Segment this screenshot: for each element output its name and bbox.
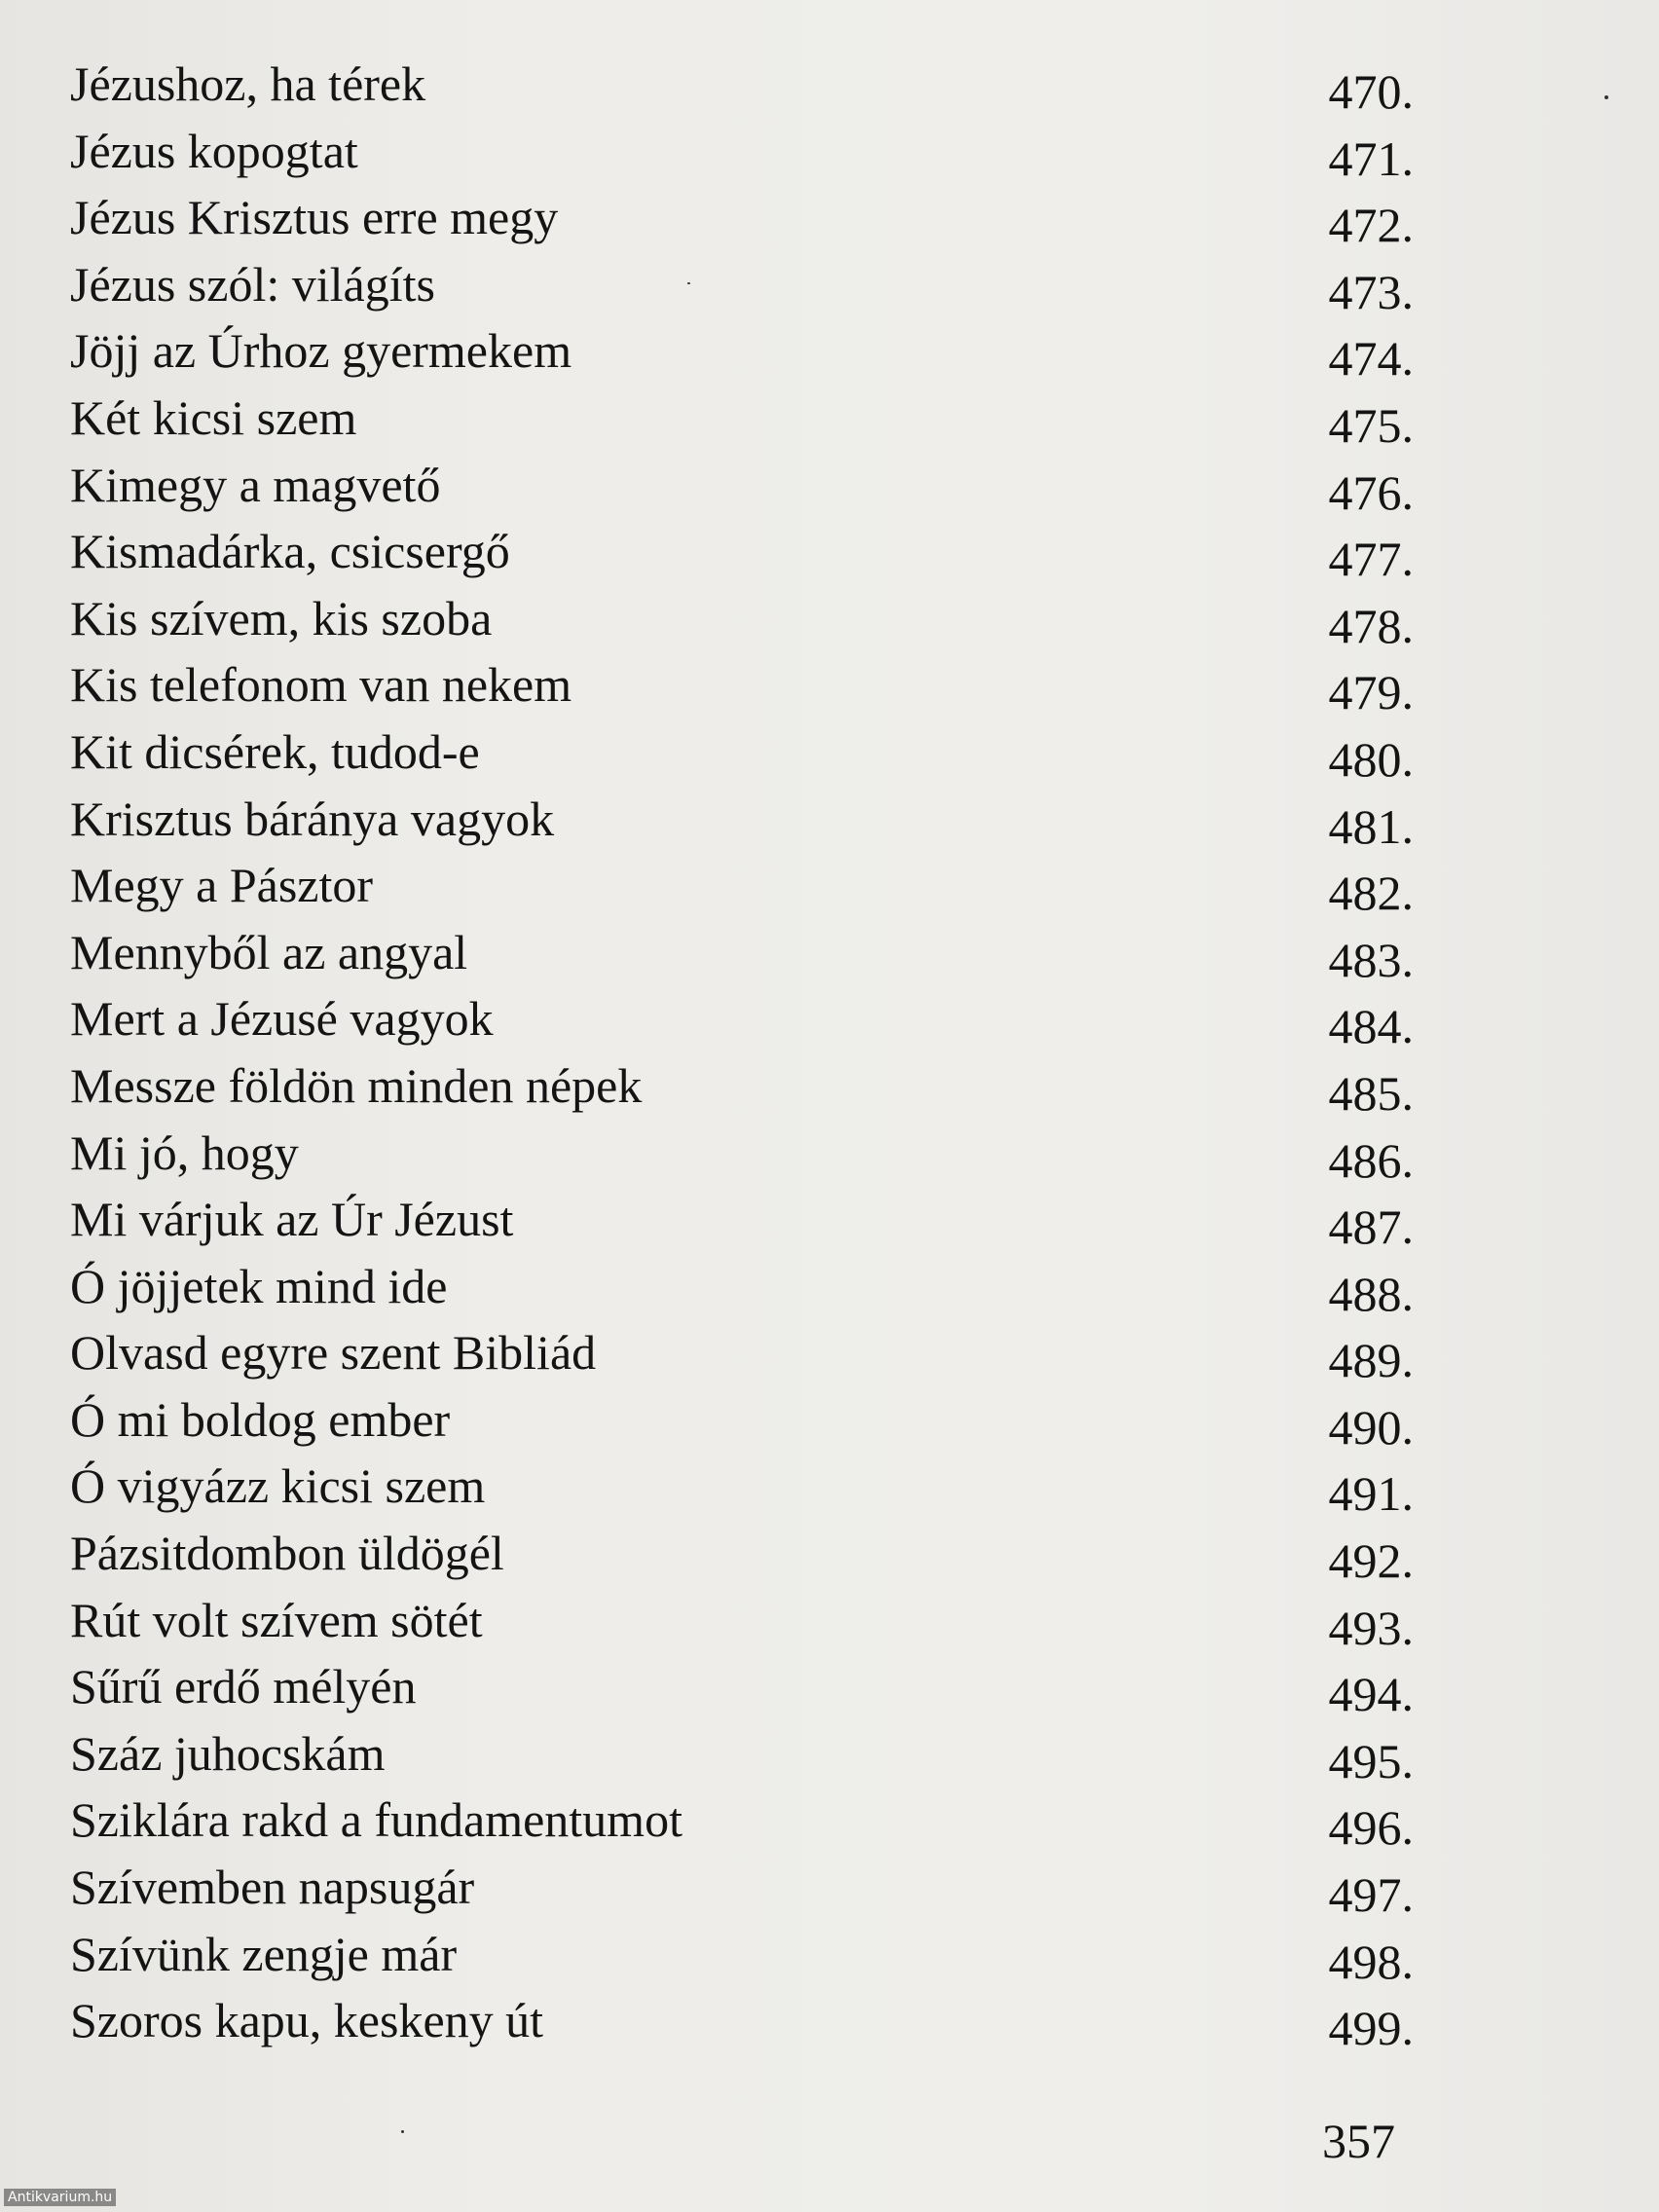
song-number: 479. xyxy=(1328,665,1414,720)
index-entry xyxy=(70,51,1414,118)
index-entry xyxy=(70,786,1414,853)
song-title: Jézus Krisztus erre megy xyxy=(70,190,559,245)
song-number: 473. xyxy=(1328,264,1414,319)
index-entry xyxy=(70,1253,1414,1320)
index-entry xyxy=(70,1120,1414,1187)
index-entry xyxy=(70,118,1414,185)
song-title: Jézus szól: világíts xyxy=(70,256,435,312)
song-number: 493. xyxy=(1328,1600,1414,1655)
song-title: Mert a Jézusé vagyok xyxy=(70,991,494,1047)
song-number: 492. xyxy=(1328,1533,1414,1589)
index-entry xyxy=(70,452,1414,519)
index-entry xyxy=(70,518,1414,585)
song-number: 476. xyxy=(1328,464,1414,520)
song-title: Sziklára rakd a fundamentumot xyxy=(70,1792,682,1848)
song-number: 498. xyxy=(1328,1934,1414,1989)
song-number: 481. xyxy=(1328,798,1414,854)
song-title: Jézus kopogtat xyxy=(70,123,358,178)
song-title: Száz juhocskám xyxy=(70,1725,386,1781)
song-number: 470. xyxy=(1328,64,1414,119)
index-entry xyxy=(70,317,1414,385)
song-title: Kimegy a magvető xyxy=(70,457,441,512)
song-title: Sűrű erdő mélyén xyxy=(70,1659,417,1714)
song-title: Mennyből az angyal xyxy=(70,924,468,979)
song-title: Jézushoz, ha térek xyxy=(70,56,426,111)
song-title: Olvasd egyre szent Bibliád xyxy=(70,1325,597,1381)
song-title: Kismadárka, csicsergő xyxy=(70,524,510,579)
watermark: Antikvarium.hu xyxy=(4,2189,116,2206)
song-title: Kis telefonom van nekem xyxy=(70,657,572,713)
song-number: 491. xyxy=(1328,1466,1414,1522)
index-entry xyxy=(70,585,1414,652)
index-entry xyxy=(70,651,1414,719)
song-number: 489. xyxy=(1328,1333,1414,1388)
song-title: Két kicsi szem xyxy=(70,389,357,445)
index-entry xyxy=(70,1653,1414,1720)
song-title: Rút volt szívem sötét xyxy=(70,1592,483,1647)
song-title: Mi várjuk az Úr Jézust xyxy=(70,1192,514,1247)
index-entry xyxy=(70,1787,1414,1854)
song-title: Ó jöjjetek mind ide xyxy=(70,1258,448,1313)
song-number: 486. xyxy=(1328,1132,1414,1188)
song-number: 495. xyxy=(1328,1733,1414,1788)
song-title: Megy a Pásztor xyxy=(70,858,374,913)
song-number: 471. xyxy=(1328,130,1414,186)
index-entry xyxy=(70,852,1414,919)
ink-speck xyxy=(1604,95,1608,99)
song-number: 482. xyxy=(1328,866,1414,921)
index-entry xyxy=(70,919,1414,986)
song-title: Ó vigyázz kicsi szem xyxy=(70,1458,486,1514)
song-number: 472. xyxy=(1328,198,1414,253)
index-entry xyxy=(70,1520,1414,1587)
song-number: 490. xyxy=(1328,1399,1414,1455)
index-entry xyxy=(70,1319,1414,1386)
index-entry xyxy=(70,1987,1414,2054)
song-number: 487. xyxy=(1328,1199,1414,1255)
song-number: 494. xyxy=(1328,1667,1414,1722)
song-title: Pázsitdombon üldögél xyxy=(70,1526,504,1581)
song-number: 484. xyxy=(1328,999,1414,1054)
ink-speck xyxy=(401,2130,404,2133)
page-number: 357 xyxy=(1322,2114,1395,2168)
song-title: Kit dicsérek, tudod-e xyxy=(70,723,480,779)
index-entry xyxy=(70,1453,1414,1520)
index-entry xyxy=(70,1720,1414,1788)
index-entry xyxy=(70,1186,1414,1253)
song-number: 499. xyxy=(1328,2001,1414,2056)
index-entry xyxy=(70,1587,1414,1654)
ink-speck xyxy=(687,282,690,284)
song-number: 477. xyxy=(1328,532,1414,587)
song-title: Kis szívem, kis szoba xyxy=(70,590,493,645)
index-entry xyxy=(70,719,1414,786)
index-entry xyxy=(70,184,1414,251)
song-title: Szoros kapu, keskeny út xyxy=(70,1993,544,2048)
song-title: Mi jó, hogy xyxy=(70,1124,299,1180)
song-number: 488. xyxy=(1328,1266,1414,1321)
song-number: 475. xyxy=(1328,397,1414,453)
index-entry xyxy=(70,1921,1414,1988)
song-number: 480. xyxy=(1328,731,1414,787)
song-number: 478. xyxy=(1328,598,1414,653)
song-title: Messze földön minden népek xyxy=(70,1057,643,1113)
song-index-list xyxy=(70,51,1414,2054)
song-number: 496. xyxy=(1328,1800,1414,1856)
index-entry xyxy=(70,1052,1414,1120)
index-entry xyxy=(70,985,1414,1052)
index-entry xyxy=(70,251,1414,318)
song-number: 483. xyxy=(1328,932,1414,987)
song-number: 474. xyxy=(1328,331,1414,387)
index-entry xyxy=(70,1854,1414,1921)
index-entry xyxy=(70,385,1414,452)
song-title: Jöjj az Úrhoz gyermekem xyxy=(70,323,572,379)
index-entry xyxy=(70,1386,1414,1454)
song-title: Ó mi boldog ember xyxy=(70,1391,451,1447)
song-title: Szívemben napsugár xyxy=(70,1860,475,1915)
song-number: 485. xyxy=(1328,1065,1414,1121)
song-title: Szívünk zengje már xyxy=(70,1926,458,1981)
song-number: 497. xyxy=(1328,1867,1414,1923)
song-title: Krisztus báránya vagyok xyxy=(70,791,555,846)
